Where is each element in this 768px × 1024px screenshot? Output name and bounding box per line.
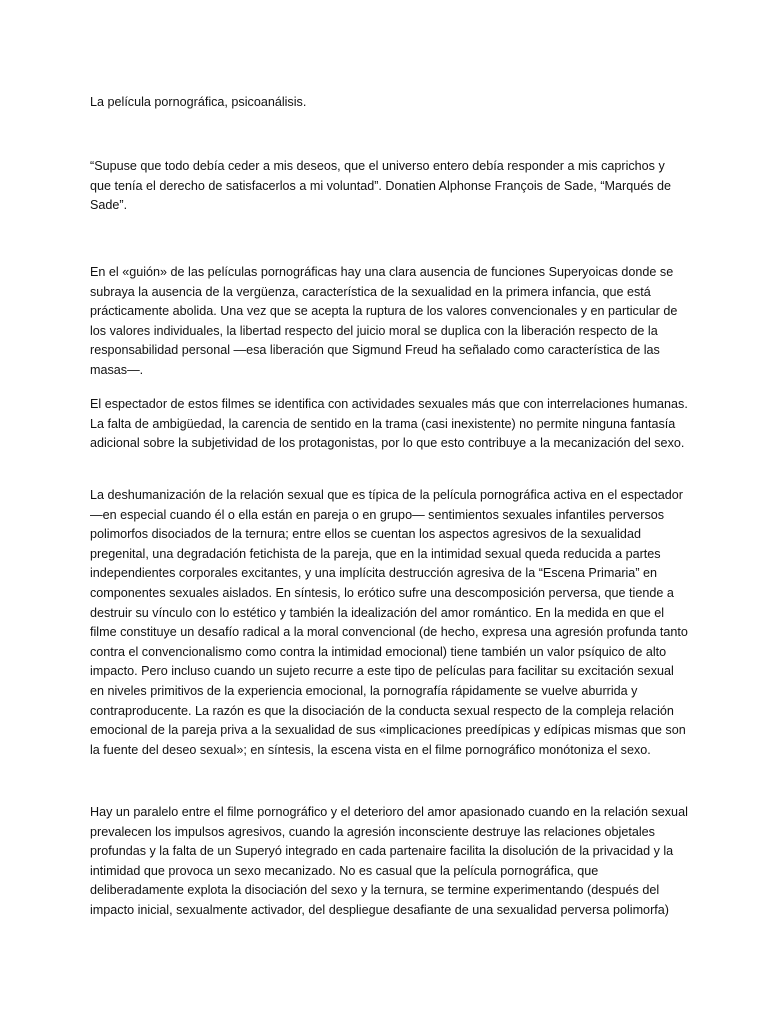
paragraph: La deshumanización de la relación sexual que es típica de la película pornográfica activa en el espectador —en especial cuando él o ella están en pareja o en grupo— sentimientos sexuales infantiles perversos polimorfos disociados de la ternura; entre ellos se cuentan los aspectos agresivos de la sexualidad pregenital, una degradación fetichista de la pareja, que en la intimidad sexual queda reducida a partes independientes corporales excitantes, y una implícita destrucción agresiva de la “Escena Primaria” en componentes sexuales aislados. En síntesis, lo erótico sufre una descomposición perversa, que tiende a destruir su vínculo con lo estético y también la idealización del amor romántico. En la medida en que el filme constituye un desafío radical a la moral convencional (de hecho, expresa una agresión profunda tanto contra el convencionalismo como contra la intimidad emocional) tiene también un valor psíquico de alto impacto. Pero incluso cuando un sujeto recurre a este tipo de películas para facilitar su excitación sexual en niveles primitivos de la experiencia emocional, la pornografía rápidamente se vuelve aburrida y contraproducente. La razón es que la disociación de la conducta sexual respecto de la compleja relación emocional de la pareja priva a la sexualidad de sus «implicaciones preedípicas y edípicas mismas que son la fuente del deseo sexual»; en síntesis, la escena vista en el filme pornográfico monótoniza el sexo. [90,488,688,757]
paragraph: Hay un paralelo entre el filme pornográfico y el deterioro del amor apasionado cuando en la relación sexual prevalecen los impulsos agresivos, cuando la agresión inconsciente destruye las relaciones objetales profundas y la falta de un Superyó integrado en cada partenaire facilita la disolución de la privacidad y la intimidad que provoca un sexo mecanizado. No es casual que la película pornográfica, que deliberadamente explota la disociación del sexo y la ternura, se termine experimentando (después del impacto inicial, sexualmente activador, del despliegue desafiante de una sexualidad perversa polimorfa) [90,805,688,917]
paragraph: El espectador de estos filmes se identifica con actividades sexuales más que con interrelaciones humanas. La falta de ambigüedad, la carencia de sentido en la trama (casi inexistente) no permite ninguna fantasía adicional sobre la subjetividad de los protagonistas, por lo que esto contribuye a la mecanización del sexo. [90,397,688,451]
epigraph-quote: “Supuse que todo debía ceder a mis deseos, que el universo entero debía responder a mis caprichos y que tenía el derecho de satisfacerlos a mi voluntad”. Donatien Alphonse François de Sade, “Marqués de Sade”. [90,159,672,213]
paragraph: En el «guión» de las películas pornográficas hay una clara ausencia de funciones Superyoicas donde se subraya la ausencia de la vergüenza, característica de la sexualidad en la primera infancia, que está prácticamente abolida. Una vez que se acepta la ruptura de los valores convencionales y en particular de los valores individuales, la libertad respecto del juicio moral se duplica con la liberación respecto de la responsabilidad personal —esa liberación que Sigmund Freud ha señalado como característica de las masas—. [90,265,678,377]
document-title: La película pornográfica, psicoanálisis. [90,95,307,109]
